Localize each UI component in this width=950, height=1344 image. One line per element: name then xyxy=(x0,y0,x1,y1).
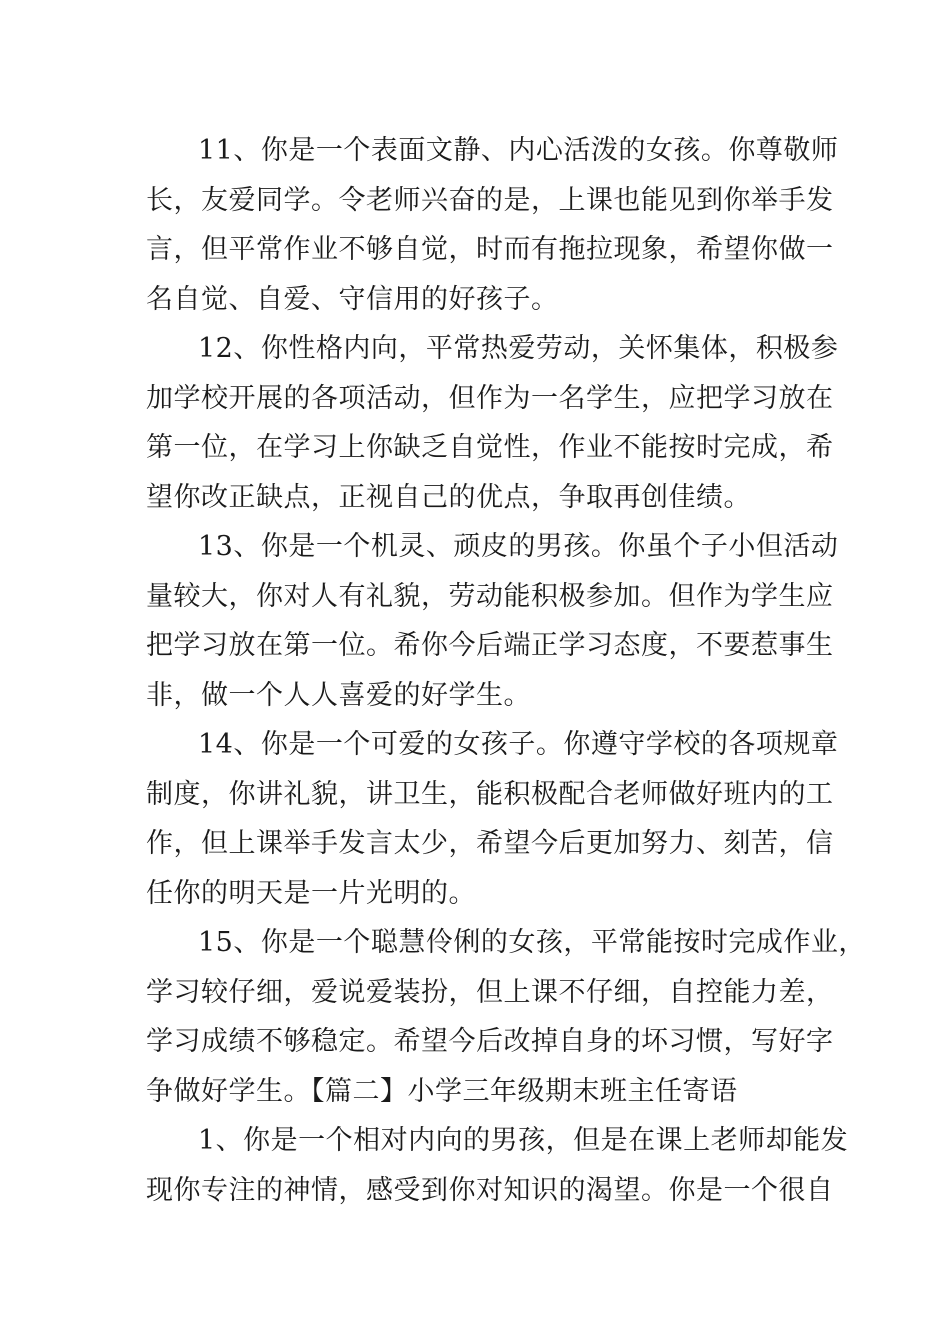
text-line: 非，做一个人人喜爱的好学生。 xyxy=(146,679,531,711)
text-line: 13、你是一个机灵、顽皮的男孩。你虽个子小但活动 xyxy=(198,531,839,562)
text-line: 11、你是一个表面文静、内心活泼的女孩。你尊敬师 xyxy=(198,135,839,166)
text-line: 12、你性格内向，平常热爱劳动，关怀集体，积极参 xyxy=(198,333,839,364)
text-line: 任你的明天是一片光明的。 xyxy=(146,877,476,909)
text-line: 制度，你讲礼貌，讲卫生，能积极配合老师做好班内的工 xyxy=(146,778,834,810)
text-line: 加学校开展的各项活动，但作为一名学生，应把学习放在 xyxy=(146,382,834,414)
text-line: 言，但平常作业不够自觉，时而有拖拉现象，希望你做一 xyxy=(146,234,834,265)
text-line: 1、你是一个相对内向的男孩，但是在课上老师却能发 xyxy=(198,1125,849,1156)
text-line: 学习成绩不够稳定。希望今后改掉自身的坏习惯，写好字 xyxy=(146,1026,834,1057)
text-line: 学习较仔细，爱说爱装扮，但上课不仔细，自控能力差， xyxy=(146,976,834,1008)
paragraph-13 xyxy=(146,522,839,720)
text-line: 长，友爱同学。令老师兴奋的是，上课也能见到你举手发 xyxy=(146,184,834,216)
text-line: 14、你是一个可爱的女孩子。你遵守学校的各项规章 xyxy=(198,729,839,760)
text-line: 名自觉、自爱、守信用的好孩子。 xyxy=(146,283,559,315)
text-line: 作，但上课举手发言太少，希望今后更加努力、刻苦，信 xyxy=(146,828,834,859)
text-line: 把学习放在第一位。希你今后端正学习态度，不要惹事生 xyxy=(146,630,834,661)
paragraph-12 xyxy=(146,324,839,522)
text-line: 争做好学生。【篇二】小学三年级期末班主任寄语 xyxy=(146,1075,738,1107)
paragraph-11 xyxy=(146,126,839,324)
paragraph-1 xyxy=(146,1116,849,1215)
text-line: 望你改正缺点，正视自己的优点，争取再创佳绩。 xyxy=(146,481,751,513)
text-line: 15、你是一个聪慧伶俐的女孩，平常能按时完成作业， xyxy=(198,927,866,958)
text-line: 现你专注的神情，感受到你对知识的渴望。你是一个很自 xyxy=(146,1174,834,1206)
text-line: 第一位，在学习上你缺乏自觉性，作业不能按时完成，希 xyxy=(146,432,834,463)
paragraph-15 xyxy=(146,918,866,1116)
text-line: 量较大，你对人有礼貌，劳动能积极参加。但作为学生应 xyxy=(146,580,834,612)
document-body xyxy=(146,126,866,1215)
paragraph-14 xyxy=(146,720,839,918)
